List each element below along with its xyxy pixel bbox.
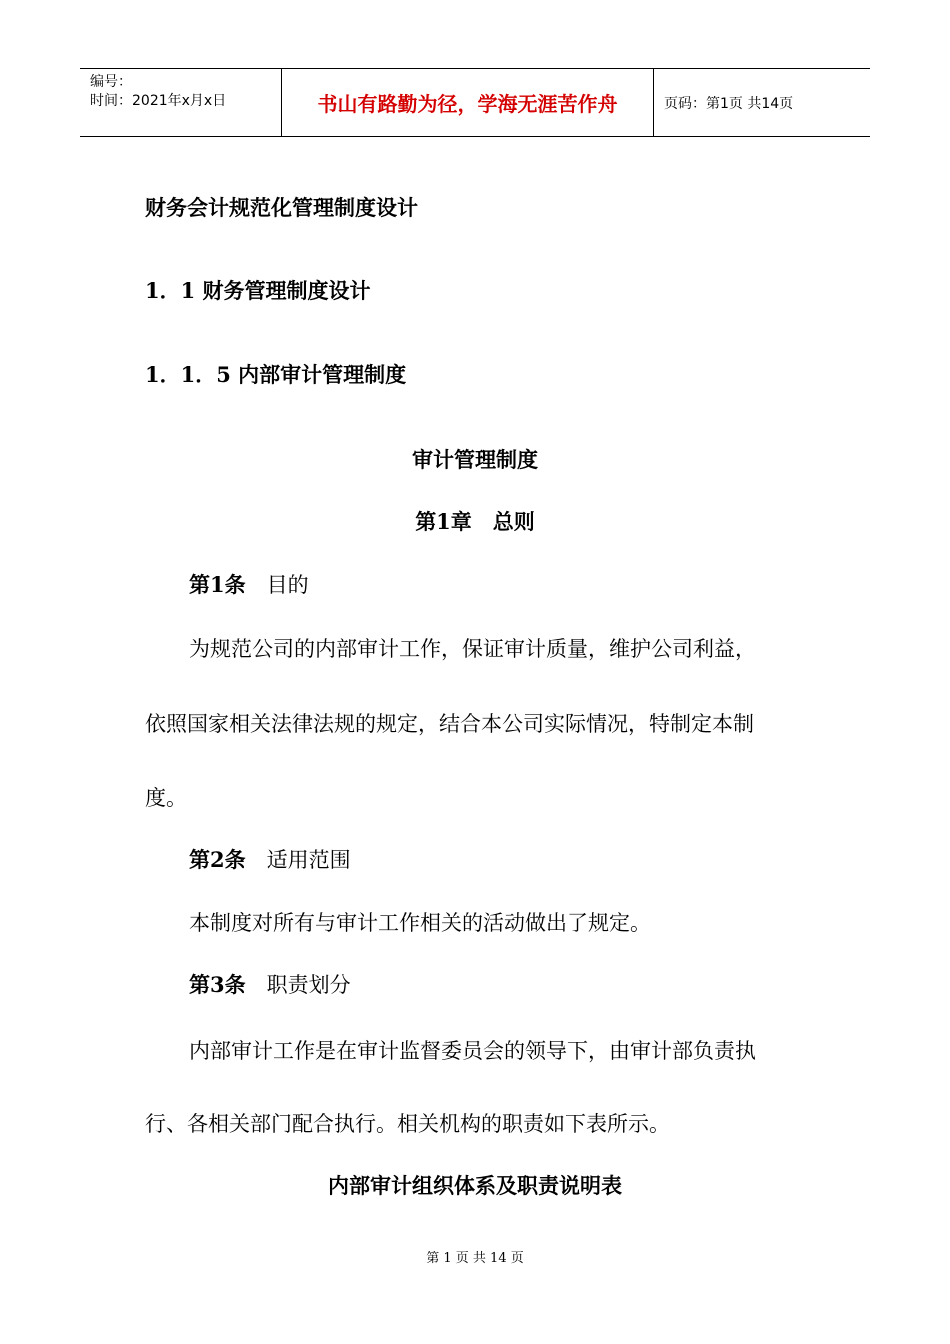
- page-header: [80, 68, 870, 137]
- article-1-label: 第1条: [189, 572, 246, 597]
- article-2-label: 第2条: [189, 847, 246, 872]
- article-2-heading: [189, 844, 351, 874]
- header-page-info: 页码：第1页 共14页: [664, 95, 794, 112]
- article-1-line-3: 度。: [145, 786, 187, 810]
- center-title: 审计管理制度: [412, 447, 538, 472]
- article-1-line-2: 依照国家相关法律法规的规定，结合本公司实际情况，特制定本制: [145, 712, 754, 736]
- article-3-heading: [189, 969, 351, 999]
- article-3-line-1: 内部审计工作是在审计监督委员会的领导下，由审计部负责执: [189, 1039, 756, 1063]
- article-3-label: 第3条: [189, 972, 246, 997]
- date-label: 时间：2021年x月x日: [90, 93, 227, 109]
- article-1-line-1: 为规范公司的内部审计工作，保证审计质量，维护公司利益，: [189, 637, 756, 661]
- table-title: 内部审计组织体系及职责说明表: [328, 1173, 622, 1198]
- article-1-title: 目的: [266, 573, 309, 597]
- section-heading: 1．1 财务管理制度设计: [145, 278, 371, 303]
- header-meta: [80, 69, 282, 136]
- subsection-heading: 1．1．5 内部审计管理制度: [145, 362, 407, 387]
- article-3-line-2: 行、各相关部门配合执行。相关机构的职责如下表所示。: [145, 1112, 670, 1136]
- chapter-heading: 第1章 总则: [415, 509, 535, 534]
- page-footer: 第 1 页 共 14 页: [426, 1251, 524, 1266]
- header-motto: 书山有路勤为径，学海无涯苦作舟: [282, 69, 654, 136]
- article-2-title: 适用范围: [266, 848, 351, 872]
- number-label: 编号：: [90, 74, 132, 90]
- article-1-heading: [189, 569, 309, 599]
- article-3-title: 职责划分: [266, 973, 351, 997]
- doc-title: 财务会计规范化管理制度设计: [145, 195, 418, 220]
- article-2-text: 本制度对所有与审计工作相关的活动做出了规定。: [189, 911, 651, 935]
